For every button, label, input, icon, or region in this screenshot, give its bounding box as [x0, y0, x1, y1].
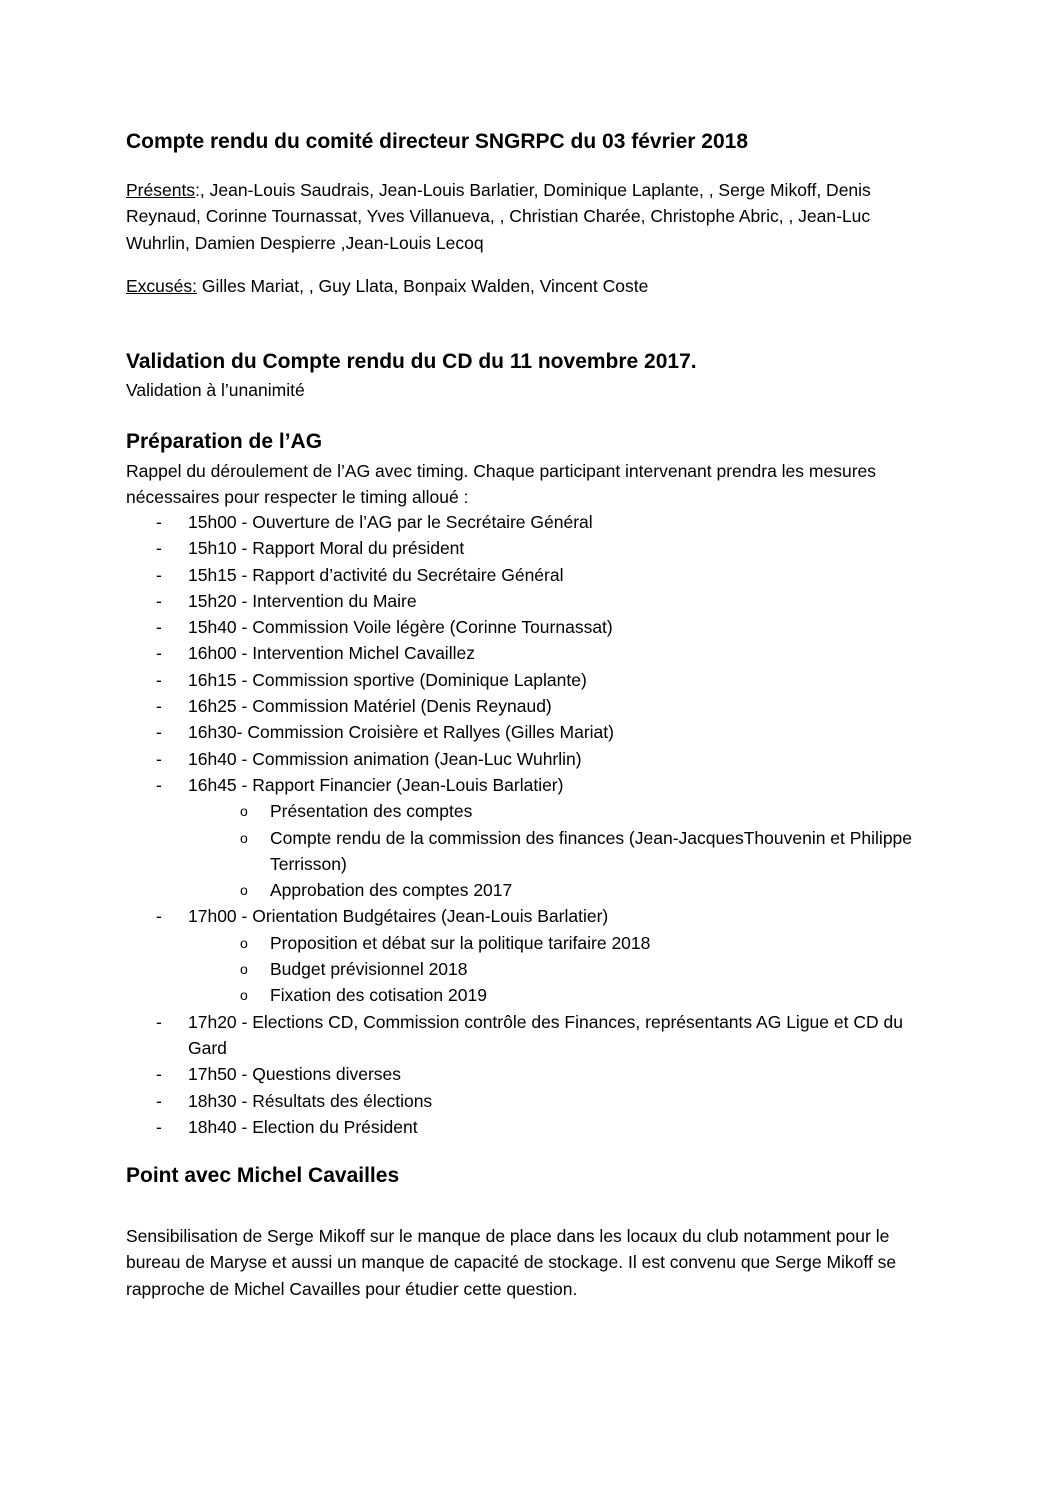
circle-bullet: o [240, 961, 248, 978]
sub-list-item: o Compte rendu de la commission des finances (Jean-JacquesThouvenin et Philippe Terrisson) [126, 825, 926, 878]
list-item: - 15h20 - Intervention du Maire [126, 588, 926, 614]
dash-bullet: - [156, 1011, 162, 1032]
circle-bullet: o [240, 803, 248, 820]
cavailles-text: Sensibilisation de Serge Mikoff sur le manque de place dans les locaux du club notamment pour le bureau de Maryse et aussi un manque de capacité de stockage. Il est convenu que Serge Mikoff se rapproche de Michel Cavailles pour étudier cette question. [126, 1226, 897, 1299]
list-item: - 17h00 - Orientation Budgétaires (Jean-Louis Barlatier) [126, 903, 926, 929]
list-item: - 18h30 - Résultats des élections [126, 1088, 926, 1114]
list-item: - 15h00 - Ouverture de l’AG par le Secrétaire Général [126, 509, 926, 535]
validation-heading: Validation du Compte rendu du CD du 11 novembre 2017. [126, 350, 697, 373]
list-item: - 16h40 - Commission animation (Jean-Luc Wuhrlin) [126, 746, 926, 772]
list-item: - 17h20 - Elections CD, Commission contrôle des Finances, représentants AG Ligue et CD du Gard [126, 1009, 926, 1062]
presents-paragraph [126, 177, 916, 256]
sub-list-item: o Fixation des cotisation 2019 [126, 982, 926, 1008]
list-item: - 16h15 - Commission sportive (Dominique Laplante) [126, 667, 926, 693]
dash-bullet: - [156, 538, 162, 559]
dash-bullet: - [156, 906, 162, 927]
dash-bullet: - [156, 617, 162, 638]
list-item: - 15h15 - Rapport d’activité du Secrétaire Général [126, 562, 926, 588]
dash-bullet: - [156, 696, 162, 717]
sub-list-item: o Présentation des comptes [126, 798, 926, 824]
dash-bullet: - [156, 669, 162, 690]
sub-list-item: o Approbation des comptes 2017 [126, 877, 926, 903]
list-item: - 16h25 - Commission Matériel (Denis Reynaud) [126, 693, 926, 719]
circle-bullet: o [240, 934, 248, 951]
dash-bullet: - [156, 748, 162, 769]
dash-bullet: - [156, 1090, 162, 1111]
dash-bullet: - [156, 774, 162, 795]
document-title: Compte rendu du comité directeur SNGRPC du 03 février 2018 [126, 130, 749, 153]
ag-intro: Rappel du déroulement de l’AG avec timing. Chaque participant intervenant prendra les mesures nécessaires pour respecter le timing alloué : [126, 461, 877, 508]
dash-bullet: - [156, 1064, 162, 1085]
validation-text: Validation à l’unanimité [126, 380, 305, 400]
dash-bullet: - [156, 722, 162, 743]
excuses-label: Excusés: [126, 276, 197, 296]
list-item: - 15h40 - Commission Voile légère (Corinne Tournassat) [126, 614, 926, 640]
list-item: - 15h10 - Rapport Moral du président [126, 535, 926, 561]
sub-list-item: o Budget prévisionnel 2018 [126, 956, 926, 982]
dash-bullet: - [156, 643, 162, 664]
dash-bullet: - [156, 590, 162, 611]
dash-bullet: - [156, 1116, 162, 1137]
list-item: - 16h00 - Intervention Michel Cavaillez [126, 640, 926, 666]
dash-bullet: - [156, 512, 162, 532]
circle-bullet: o [240, 882, 248, 899]
excuses-paragraph [126, 273, 916, 299]
presents-names: :, Jean-Louis Saudrais, Jean-Louis Barlatier, Dominique Laplante, , Serge Mikoff, Denis Reynaud, Corinne Tournassat, Yves Villanueva, , Christian Charée, Christophe Abric, , Jean-Luc Wuhrlin, Damien Despierre ,Jean-Louis Lecoq [126, 180, 871, 253]
list-item: - 17h50 - Questions diverses [126, 1061, 926, 1087]
ag-timing-list [126, 509, 926, 1140]
ag-heading: Préparation de l’AG [126, 430, 323, 453]
excuses-names: Gilles Mariat, , Guy Llata, Bonpaix Walden, Vincent Coste [197, 276, 649, 296]
list-item: - 16h45 - Rapport Financier (Jean-Louis Barlatier) [126, 772, 926, 798]
circle-bullet: o [240, 829, 248, 846]
list-item: - 18h40 - Election du Président [126, 1114, 926, 1140]
dash-bullet: - [156, 564, 162, 585]
cavailles-heading: Point avec Michel Cavailles [126, 1164, 400, 1187]
sub-list-item: o Proposition et débat sur la politique tarifaire 2018 [126, 930, 926, 956]
presents-label: Présents [126, 180, 196, 200]
circle-bullet: o [240, 987, 248, 1004]
list-item: - 16h30- Commission Croisière et Rallyes (Gilles Mariat) [126, 719, 926, 745]
